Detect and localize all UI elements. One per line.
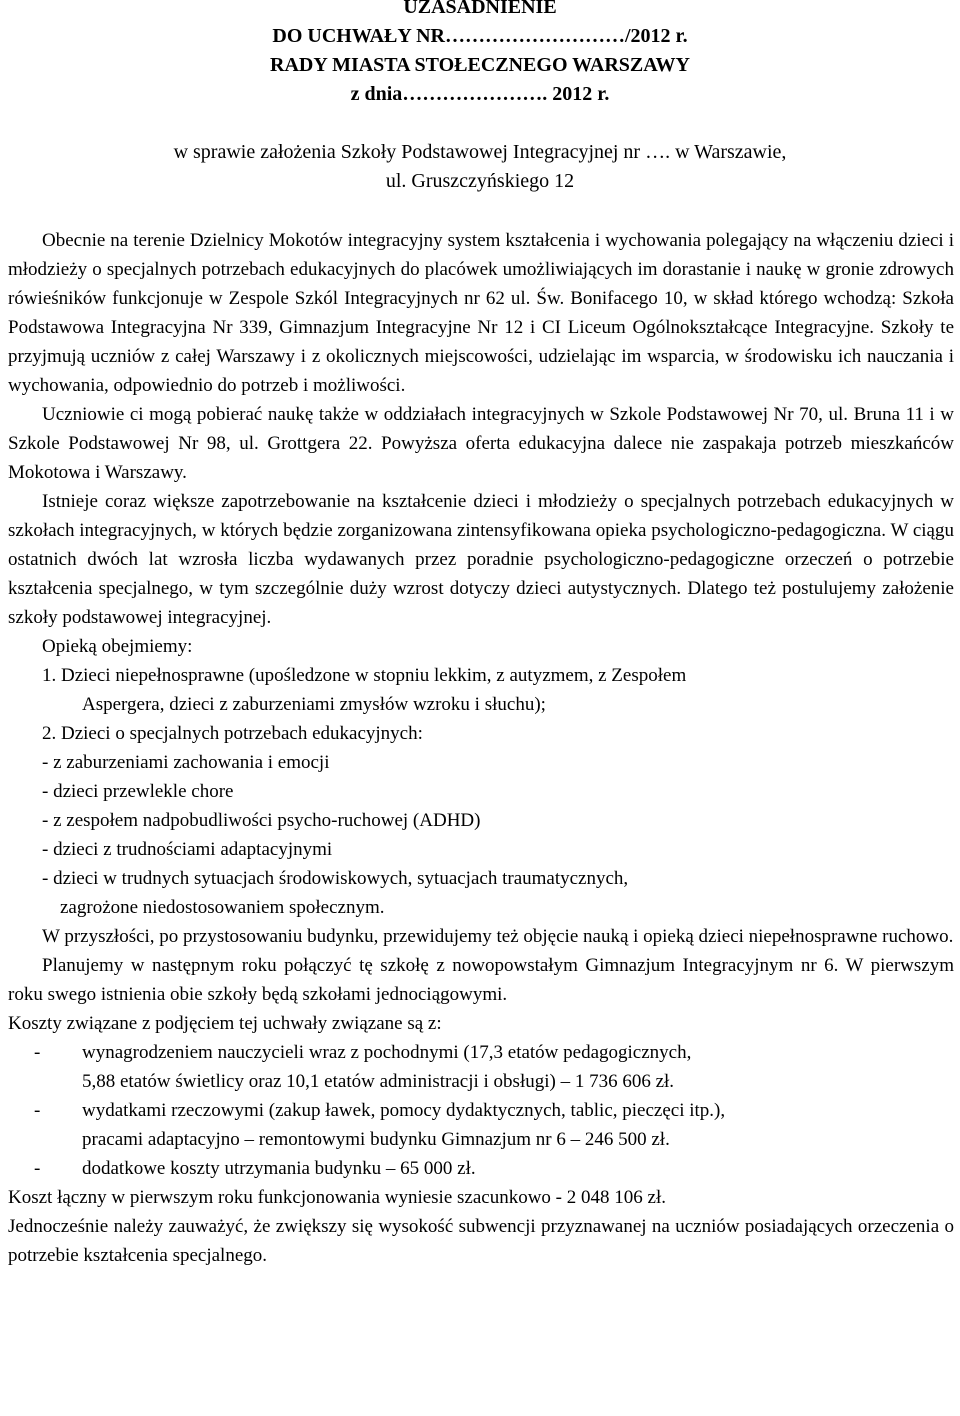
care-item-2: 2. Dzieci o specjalnych potrzebach edukacyjnych: — [42, 723, 423, 744]
cost-item-text: wynagrodzeniem nauczycieli wraz z pochodnymi (17,3 etatów pedagogicznych, — [82, 1042, 692, 1063]
paragraph-demand: Istnieje coraz większe zapotrzebowanie na kształcenie dzieci i młodzieży o specjalnych potrzebach edukacyjnych w szkołach integracyjnych, w których będzie zorganizowana zintensyfikowana opieka psychologiczno-pedagogiczna. W ciągu ostatnich dwóch lat wzrosła liczba wydawanych przez poradnie psychologiczno-pedagogiczne orzeczeń o potrzebie kształcenia specjalnego, w tym szczególnie duży wzrost dotyczy dzieci autystycznych. Dlatego też postulujemy założenie szkoły podstawowej integracyjnej. — [8, 491, 954, 628]
cost-item-salaries-continued: 5,88 etatów świetlicy oraz 10,1 etatów administracji i obsługi) – 1 736 606 zł. — [82, 1071, 675, 1092]
care-subitem: - z zespołem nadpobudliwości psycho-ruchowej (ADHD) — [42, 810, 481, 831]
list-dash: - — [34, 1042, 41, 1063]
care-subitem: - dzieci przewlekle chore — [42, 781, 234, 802]
costs-intro: Koszty związane z podjęciem tej uchwały związane są z: — [8, 1013, 442, 1034]
care-item-1-continued: Aspergera, dzieci z zaburzeniami zmysłów wzroku i słuchu); — [82, 694, 546, 715]
care-subitem: - dzieci z trudnościami adaptacyjnymi — [42, 839, 333, 860]
paragraph-subsidy: Jednocześnie należy zauważyć, że zwiększy się wysokość subwencji przyznawanej na uczniów posiadających orzeczenia o potrzebie kształcenia specjalnego. — [8, 1216, 954, 1266]
document-title: UZASADNIENIE — [403, 0, 557, 18]
resolution-number: DO UCHWAŁY NR………………………/2012 r. — [272, 25, 688, 47]
list-dash: - — [34, 1158, 41, 1179]
cost-item-material-continued: pracami adaptacyjno – remontowymi budynku Gimnazjum nr 6 – 246 500 zł. — [82, 1129, 670, 1150]
resolution-subject — [60, 138, 900, 196]
resolution-date: z dnia…………………. 2012 r. — [350, 83, 610, 105]
cost-item-material — [8, 1096, 954, 1125]
paragraph-other-schools: Uczniowie ci mogą pobierać naukę także w oddziałach integracyjnych w Szkole Podstawowej Nr 70, ul. Bruna 11 i w Szkole Podstawowej Nr 98, ul. Grottgera 22. Powyższa oferta edukacyjna dalece nie zaspakaja potrzeb mieszkańców Mokotowa i Warszawy. — [8, 404, 954, 483]
paragraph-plans: Planujemy w następnym roku połączyć tę szkołę z nowopowstałym Gimnazjum Integracyjnym nr 6. W pierwszym roku swego istnienia obie szkoły będą szkołami jednociągowymi. — [8, 955, 954, 1005]
care-subitem-continued: zagrożone niedostosowaniem społecznym. — [60, 897, 385, 918]
list-dash: - — [34, 1100, 41, 1121]
cost-item-salaries — [8, 1038, 954, 1067]
care-subitem: - z zaburzeniami zachowania i emocji — [42, 752, 330, 773]
council-name: RADY MIASTA STOŁECZNEGO WARSZAWY — [270, 54, 690, 76]
care-subitem: - dzieci w trudnych sytuacjach środowiskowych, sytuacjach traumatycznych, — [42, 868, 629, 889]
cost-item-maintenance — [8, 1154, 954, 1183]
care-item-1: 1. Dzieci niepełnosprawne (upośledzone w stopniu lekkim, z autyzmem, z Zespołem — [42, 665, 687, 686]
subject-line-1: w sprawie założenia Szkoły Podstawowej Integracyjnej nr …. w Warszawie, — [173, 141, 787, 163]
total-cost: Koszt łączny w pierwszym roku funkcjonowania wyniesie szacunkowo - 2 048 106 zł. — [8, 1187, 666, 1208]
paragraph-future: W przyszłości, po przystosowaniu budynku, przewidujemy też objęcie nauką i opieką dzieci niepełnosprawne ruchowo. — [42, 926, 954, 947]
care-intro: Opieką obejmiemy: — [42, 636, 193, 657]
subject-line-2: ul. Gruszczyńskiego 12 — [385, 170, 575, 192]
cost-item-text: dodatkowe koszty utrzymania budynku – 65 000 zł. — [82, 1158, 476, 1179]
document-body — [8, 226, 954, 1270]
cost-item-text: wydatkami rzeczowymi (zakup ławek, pomocy dydaktycznych, tablic, pieczęci itp.), — [82, 1100, 726, 1121]
paragraph-current-system: Obecnie na terenie Dzielnicy Mokotów integracyjny system kształcenia i wychowania polegający na włączeniu dzieci i młodzieży o specjalnych potrzebach edukacyjnych do placówek umożliwiających im dorastanie i naukę w gronie zdrowych rówieśników funkcjonuje w Zespole Szkól Integracyjnych nr 62 ul. Św. Bonifacego 10, w skład którego wchodzą: Szkoła Podstawowa Integracyjna Nr 339, Gimnazjum Integracyjne Nr 12 i CI Liceum Ogólnokształcące Integracyjne. Szkoły te przyjmują uczniów z całej Warszawy i z okolicznych miejscowości, udzielając im wsparcia, w środowisku ich nauczania i wychowania, odpowiednio do potrzeb i możliwości. — [8, 230, 954, 396]
